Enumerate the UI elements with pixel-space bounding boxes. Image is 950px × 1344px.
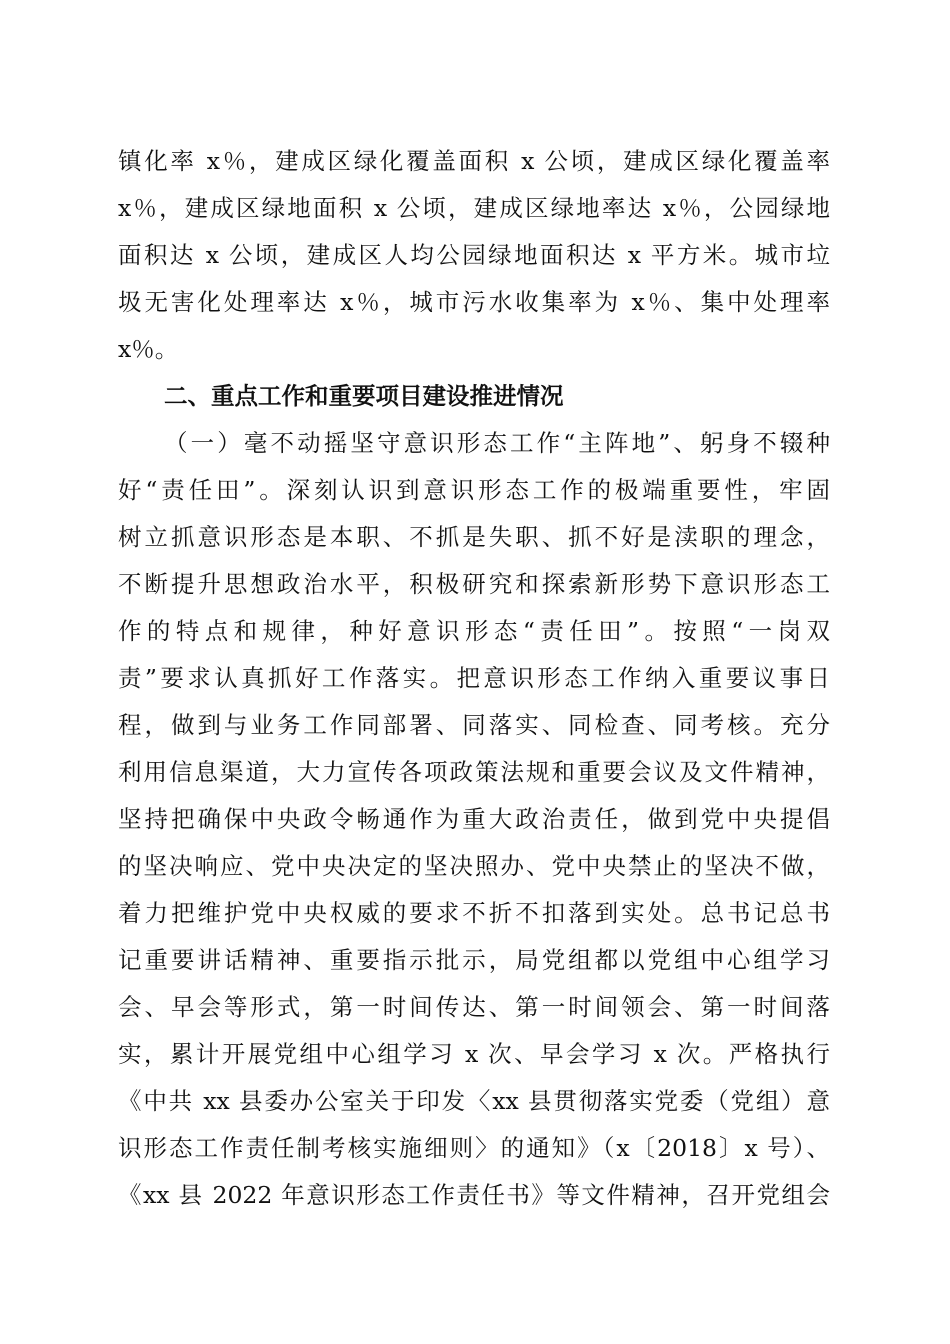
paragraph-2-line-1: （一）毫不动摇坚守意识形态工作“主阵地”、躬身不辍种 bbox=[164, 429, 830, 457]
paragraph-2-line-8: 利用信息渠道，大力宣传各项政策法规和重要会议及文件精神， bbox=[118, 758, 830, 786]
paragraph-1-line-2: x％，建成区绿地面积 x 公顷，建成区绿地率达 x％，公园绿地 bbox=[118, 194, 830, 222]
paragraph-2-line-13: 会、早会等形式，第一时间传达、第一时间领会、第一时间落 bbox=[118, 993, 830, 1021]
paragraph-2-line-2: 好“责任田”。深刻认识到意识形态工作的极端重要性，牢固 bbox=[118, 476, 830, 504]
paragraph-2-line-14: 实，累计开展党组中心组学习 x 次、早会学习 x 次。严格执行 bbox=[118, 1040, 830, 1068]
paragraph-2-line-5: 作的特点和规律，种好意识形态“责任田”。按照“一岗双 bbox=[118, 617, 830, 645]
paragraph-2-line-6: 责”要求认真抓好工作落实。把意识形态工作纳入重要议事日 bbox=[118, 664, 830, 692]
paragraph-2-line-17: 《xx 县 2022 年意识形态工作责任书》等文件精神，召开党组会 bbox=[118, 1181, 830, 1209]
paragraph-2-line-11: 着力把维护党中央权威的要求不折不扣落到实处。总书记总书 bbox=[118, 899, 830, 927]
paragraph-1-line-3: 面积达 x 公顷，建成区人均公园绿地面积达 x 平方米。城市垃 bbox=[118, 241, 830, 269]
paragraph-1-line-1: 镇化率 x％，建成区绿化覆盖面积 x 公顷，建成区绿化覆盖率 bbox=[118, 147, 830, 175]
paragraph-1-line-4: 圾无害化处理率达 x％，城市污水收集率为 x％、集中处理率 bbox=[118, 288, 830, 316]
paragraph-1-line-5: x％。 bbox=[118, 335, 179, 363]
paragraph-2-line-3: 树立抓意识形态是本职、不抓是失职、抓不好是渎职的理念， bbox=[118, 523, 830, 551]
paragraph-2-line-10: 的坚决响应、党中央决定的坚决照办、党中央禁止的坚决不做， bbox=[118, 852, 830, 880]
paragraph-2-line-7: 程，做到与业务工作同部署、同落实、同检查、同考核。充分 bbox=[118, 711, 830, 739]
paragraph-2-line-4: 不断提升思想政治水平，积极研究和探索新形势下意识形态工 bbox=[118, 570, 830, 598]
paragraph-2-line-15: 《中共 xx 县委办公室关于印发〈xx 县贯彻落实党委（党组）意 bbox=[118, 1087, 830, 1115]
paragraph-2-line-9: 坚持把确保中央政令畅通作为重大政治责任，做到党中央提倡 bbox=[118, 805, 830, 833]
paragraph-2-line-16: 识形态工作责任制考核实施细则〉的通知》（x〔2018〕x 号）、 bbox=[118, 1134, 830, 1162]
section-heading: 二、重点工作和重要项目建设推进情况 bbox=[164, 382, 564, 410]
paragraph-2-line-12: 记重要讲话精神、重要指示批示，局党组都以党组中心组学习 bbox=[118, 946, 830, 974]
